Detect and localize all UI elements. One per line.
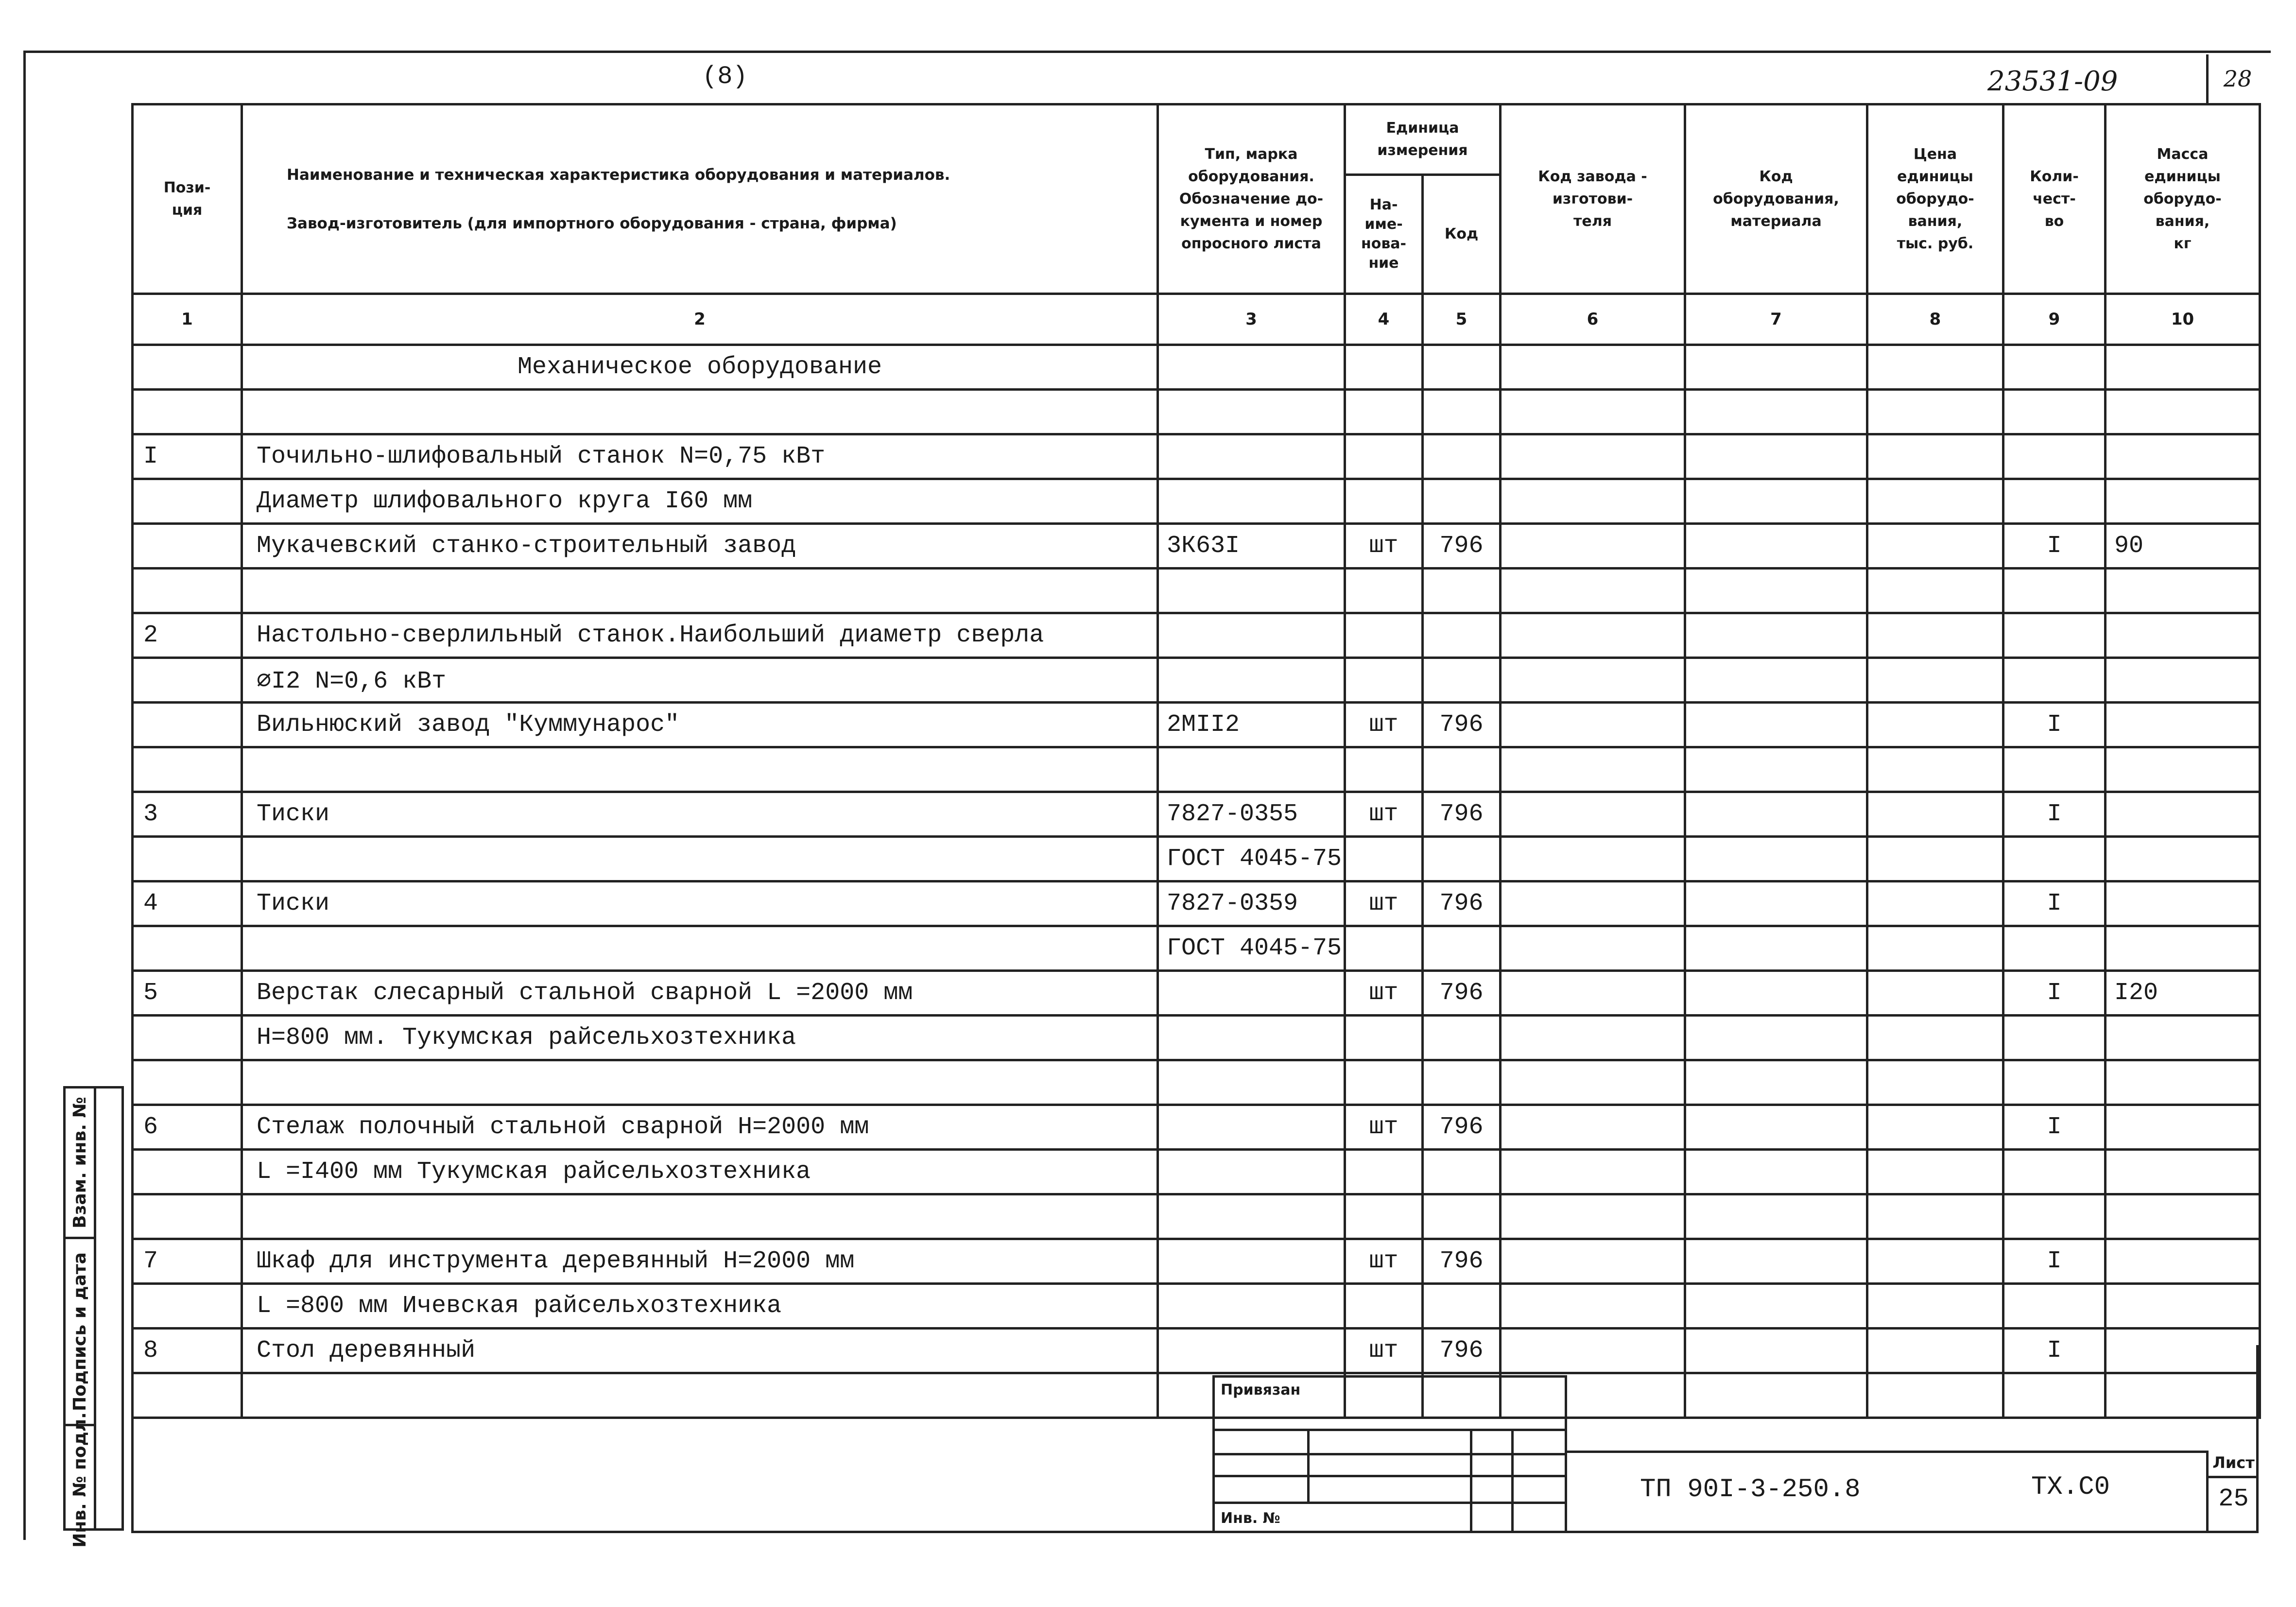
position-cell — [133, 1016, 242, 1060]
type-cell — [1158, 390, 1345, 434]
position-cell — [133, 1150, 242, 1194]
table-row — [133, 658, 2260, 703]
unit-name-cell — [1345, 479, 1423, 524]
price-cell — [1867, 524, 2003, 569]
quantity-cell — [2003, 613, 2106, 658]
position-cell — [133, 1284, 242, 1329]
plant-code-cell — [1501, 1284, 1685, 1329]
equipment-code-cell — [1685, 1150, 1867, 1194]
table-row — [133, 837, 2260, 881]
type-cell — [1158, 747, 1345, 792]
unit-code-cell — [1423, 1150, 1501, 1194]
unit-name-cell — [1345, 1060, 1423, 1105]
price-cell — [1867, 479, 2003, 524]
unit-code-cell: 796 — [1423, 881, 1501, 926]
unit-code-cell — [1423, 613, 1501, 658]
equipment-code-cell — [1685, 747, 1867, 792]
plant-code-cell — [1501, 390, 1685, 434]
price-cell — [1867, 971, 2003, 1016]
sidebar-original-inv: Инв. № подл. — [66, 1424, 94, 1533]
table-row — [133, 747, 2260, 792]
unit-name-cell — [1345, 747, 1423, 792]
header-plant-code: Код завода - изготови- теля — [1501, 104, 1685, 294]
quantity-cell: I — [2003, 703, 2106, 747]
unit-code-cell: 796 — [1423, 1239, 1501, 1284]
type-cell — [1158, 1239, 1345, 1284]
unit-code-cell — [1423, 345, 1501, 390]
price-cell — [1867, 1194, 2003, 1239]
mass-cell — [2106, 1194, 2260, 1239]
plant-code-cell — [1501, 1194, 1685, 1239]
mass-cell — [2106, 1105, 2260, 1150]
unit-name-cell — [1345, 658, 1423, 703]
unit-code-cell: 796 — [1423, 524, 1501, 569]
equipment-code-cell — [1685, 971, 1867, 1016]
price-cell — [1867, 881, 2003, 926]
col-number: 6 — [1501, 294, 1685, 345]
table-row — [133, 1105, 2260, 1150]
col-number: 10 — [2106, 294, 2260, 345]
price-cell — [1867, 658, 2003, 703]
unit-code-cell — [1423, 390, 1501, 434]
unit-code-cell — [1423, 658, 1501, 703]
position-cell: 6 — [133, 1105, 242, 1150]
header-type: Тип, марка оборудования. Обозначение до- кумента и номер опросного листа — [1158, 104, 1345, 294]
plant-code-cell — [1501, 1060, 1685, 1105]
unit-code-cell — [1423, 1060, 1501, 1105]
col-number: 9 — [2003, 294, 2106, 345]
plant-code-cell — [1501, 747, 1685, 792]
table-row — [133, 792, 2260, 837]
position-cell: I — [133, 434, 242, 479]
position-cell — [133, 1060, 242, 1105]
header-price: Цена единицы оборудо- вания, тыс. руб. — [1867, 104, 2003, 294]
quantity-cell — [2003, 1060, 2106, 1105]
equipment-code-cell — [1685, 1016, 1867, 1060]
price-cell — [1867, 1016, 2003, 1060]
type-cell: ГОСТ 4045-75 — [1158, 926, 1345, 971]
equipment-code-cell — [1685, 613, 1867, 658]
doc-code-handwritten: 23531-09 — [1987, 66, 2118, 97]
specification-table — [131, 103, 2261, 1419]
header-unit-code: Код — [1423, 175, 1501, 294]
title-block-line — [1565, 1451, 2209, 1453]
col-number: 8 — [1867, 294, 2003, 345]
name-cell: Тиски — [242, 792, 1158, 837]
name-cell: L =I400 мм Тукумская райсельхозтехника — [242, 1150, 1158, 1194]
price-cell — [1867, 1239, 2003, 1284]
quantity-cell: I — [2003, 881, 2106, 926]
table-row — [133, 390, 2260, 434]
quantity-cell: I — [2003, 792, 2106, 837]
price-cell — [1867, 747, 2003, 792]
equipment-code-cell — [1685, 569, 1867, 613]
stamp-inv-label: Инв. № — [1221, 1510, 1280, 1527]
quantity-cell: I — [2003, 524, 2106, 569]
type-cell: 2МII2 — [1158, 703, 1345, 747]
binding-stamp — [1212, 1375, 1567, 1533]
type-cell: 7827-0359 — [1158, 881, 1345, 926]
table-row — [133, 1284, 2260, 1329]
equipment-code-cell — [1685, 792, 1867, 837]
plant-code-cell — [1501, 345, 1685, 390]
header-unit-group: Единица измерения — [1345, 104, 1501, 175]
name-cell: Мукачевский станко-строительный завод — [242, 524, 1158, 569]
mass-cell — [2106, 613, 2260, 658]
unit-name-cell — [1345, 1150, 1423, 1194]
equipment-code-cell — [1685, 658, 1867, 703]
name-cell — [242, 1194, 1158, 1239]
unit-name-cell — [1345, 613, 1423, 658]
plant-code-cell — [1501, 1150, 1685, 1194]
section-number: (8) — [702, 62, 748, 91]
price-cell — [1867, 1284, 2003, 1329]
unit-code-cell: 796 — [1423, 971, 1501, 1016]
header-position: Пози- ция — [133, 104, 242, 294]
name-cell: Стол деревянный — [242, 1329, 1158, 1373]
header-equipment-code: Код оборудования, материала — [1685, 104, 1867, 294]
table-row — [133, 1194, 2260, 1239]
position-cell: 3 — [133, 792, 242, 837]
type-cell — [1158, 613, 1345, 658]
unit-name-cell — [1345, 1284, 1423, 1329]
table-row — [133, 703, 2260, 747]
plant-code-cell — [1501, 971, 1685, 1016]
mass-cell — [2106, 390, 2260, 434]
name-cell — [242, 1060, 1158, 1105]
equipment-code-cell — [1685, 524, 1867, 569]
equipment-code-cell — [1685, 390, 1867, 434]
name-cell: L =800 мм Ичевская райсельхозтехника — [242, 1284, 1158, 1329]
unit-name-cell: шт — [1345, 524, 1423, 569]
type-cell: ГОСТ 4045-75 — [1158, 837, 1345, 881]
type-cell — [1158, 569, 1345, 613]
unit-code-cell — [1423, 747, 1501, 792]
mass-cell — [2106, 1284, 2260, 1329]
plant-code-cell — [1501, 926, 1685, 971]
header-unit-name: На- име- нова- ние — [1345, 175, 1423, 294]
equipment-code-cell — [1685, 881, 1867, 926]
name-cell: Точильно-шлифовальный станок N=0,75 кВт — [242, 434, 1158, 479]
name-cell: Н=800 мм. Тукумская райсельхозтехника — [242, 1016, 1158, 1060]
plant-code-cell — [1501, 792, 1685, 837]
mass-cell — [2106, 1060, 2260, 1105]
type-cell — [1158, 1284, 1345, 1329]
plant-code-cell — [1501, 703, 1685, 747]
unit-code-cell — [1423, 1016, 1501, 1060]
title-block-area — [131, 1345, 2259, 1533]
plant-code-cell — [1501, 658, 1685, 703]
name-cell — [242, 747, 1158, 792]
price-cell — [1867, 792, 2003, 837]
stamp-line — [1470, 1431, 1472, 1533]
header-mass: Масса единицы оборудо- вания, кг — [2106, 104, 2260, 294]
plant-code-cell — [1501, 524, 1685, 569]
sidebar-replace-inv: Взам. инв. № — [69, 1097, 90, 1228]
price-cell — [1867, 613, 2003, 658]
mass-cell — [2106, 345, 2260, 390]
quantity-cell: I — [2003, 1105, 2106, 1150]
name-cell: Механическое оборудование — [242, 345, 1158, 390]
stamp-line — [1307, 1431, 1310, 1504]
type-cell — [1158, 434, 1345, 479]
col-number: 4 — [1345, 294, 1423, 345]
plant-code-cell — [1501, 569, 1685, 613]
position-cell — [133, 345, 242, 390]
unit-name-cell: шт — [1345, 1105, 1423, 1150]
plant-code-cell — [1501, 1016, 1685, 1060]
quantity-cell — [2003, 1194, 2106, 1239]
unit-name-cell — [1345, 569, 1423, 613]
name-cell — [242, 390, 1158, 434]
col-number: 5 — [1423, 294, 1501, 345]
unit-name-cell: шт — [1345, 881, 1423, 926]
unit-name-cell: шт — [1345, 1239, 1423, 1284]
table-row — [133, 569, 2260, 613]
sheet-box-line — [2209, 1476, 2259, 1478]
table-row — [133, 479, 2260, 524]
col-number: 7 — [1685, 294, 1867, 345]
sidebar-stamp — [63, 1086, 124, 1548]
col-number: 1 — [133, 294, 242, 345]
unit-code-cell: 796 — [1423, 792, 1501, 837]
quantity-cell — [2003, 569, 2106, 613]
mass-cell — [2106, 837, 2260, 881]
unit-name-cell — [1345, 1194, 1423, 1239]
price-cell — [1867, 569, 2003, 613]
price-cell — [1867, 837, 2003, 881]
name-cell — [242, 926, 1158, 971]
mass-cell — [2106, 703, 2260, 747]
unit-name-cell — [1345, 1016, 1423, 1060]
name-cell: Верстак слесарный стальной сварной L =2000 мм — [242, 971, 1158, 1016]
mass-cell: 90 — [2106, 524, 2260, 569]
name-cell: Вильнюский завод "Куммунарос" — [242, 703, 1158, 747]
name-cell: Тиски — [242, 881, 1158, 926]
mass-cell — [2106, 1239, 2260, 1284]
col-number: 2 — [242, 294, 1158, 345]
plant-code-cell — [1501, 434, 1685, 479]
sheet-number-top: 28 — [2206, 54, 2267, 103]
plant-code-cell — [1501, 881, 1685, 926]
equipment-code-cell — [1685, 703, 1867, 747]
quantity-cell — [2003, 434, 2106, 479]
equipment-code-cell — [1685, 1284, 1867, 1329]
quantity-cell — [2003, 1150, 2106, 1194]
position-cell — [133, 658, 242, 703]
quantity-cell — [2003, 926, 2106, 971]
unit-name-cell: шт — [1345, 1329, 1423, 1373]
unit-name-cell — [1345, 434, 1423, 479]
stamp-attached-label: Привязан — [1221, 1382, 1301, 1399]
position-cell: 8 — [133, 1329, 242, 1373]
unit-code-cell — [1423, 926, 1501, 971]
type-cell: 3К63I — [1158, 524, 1345, 569]
quantity-cell: I — [2003, 1329, 2106, 1373]
unit-code-cell — [1423, 434, 1501, 479]
table-row — [133, 1150, 2260, 1194]
mass-cell — [2106, 1150, 2260, 1194]
position-cell — [133, 390, 242, 434]
unit-name-cell — [1345, 837, 1423, 881]
sidebar-divider — [94, 1089, 96, 1528]
sheet-number: 25 — [2218, 1485, 2249, 1513]
name-cell — [242, 837, 1158, 881]
price-cell — [1867, 703, 2003, 747]
type-cell — [1158, 1060, 1345, 1105]
unit-name-cell: шт — [1345, 792, 1423, 837]
table-row — [133, 926, 2260, 971]
position-cell — [133, 747, 242, 792]
col-number: 3 — [1158, 294, 1345, 345]
mass-cell — [2106, 658, 2260, 703]
unit-code-cell: 796 — [1423, 703, 1501, 747]
mass-cell — [2106, 569, 2260, 613]
quantity-cell — [2003, 390, 2106, 434]
position-cell — [133, 703, 242, 747]
price-cell — [1867, 926, 2003, 971]
type-cell — [1158, 345, 1345, 390]
title-block-line — [1565, 1451, 1567, 1533]
position-cell — [133, 569, 242, 613]
unit-code-cell: 796 — [1423, 1329, 1501, 1373]
mass-cell — [2106, 747, 2260, 792]
price-cell — [1867, 1150, 2003, 1194]
position-cell — [133, 837, 242, 881]
section-header-row — [133, 345, 2260, 390]
plant-code-cell — [1501, 1105, 1685, 1150]
stamp-line — [1511, 1431, 1514, 1533]
unit-code-cell — [1423, 1284, 1501, 1329]
equipment-code-cell — [1685, 1239, 1867, 1284]
name-cell: Диаметр шлифовального круга I60 мм — [242, 479, 1158, 524]
doc-mark: ТХ.С0 — [2031, 1472, 2110, 1502]
table-row — [133, 1016, 2260, 1060]
equipment-code-cell — [1685, 479, 1867, 524]
position-cell: 2 — [133, 613, 242, 658]
header-quantity: Коли- чест- во — [2003, 104, 2106, 294]
plant-code-cell — [1501, 1239, 1685, 1284]
equipment-code-cell — [1685, 1105, 1867, 1150]
price-cell — [1867, 390, 2003, 434]
table-row — [133, 434, 2260, 479]
unit-name-cell — [1345, 926, 1423, 971]
equipment-code-cell — [1685, 434, 1867, 479]
quantity-cell: I — [2003, 1239, 2106, 1284]
mass-cell — [2106, 881, 2260, 926]
unit-name-cell: шт — [1345, 971, 1423, 1016]
plant-code-cell — [1501, 479, 1685, 524]
header-name: Наименование и техническая характеристика оборудования и материалов. Завод-изготовитель (для импортного оборудования - страна, фирма) — [242, 104, 1158, 294]
position-cell — [133, 926, 242, 971]
plant-code-cell — [1501, 837, 1685, 881]
unit-code-cell — [1423, 1194, 1501, 1239]
price-cell — [1867, 1060, 2003, 1105]
sidebar-signature-date: Подпись и дата — [66, 1237, 94, 1424]
table-row — [133, 1239, 2260, 1284]
mass-cell — [2106, 1016, 2260, 1060]
quantity-cell — [2003, 479, 2106, 524]
position-cell: 7 — [133, 1239, 242, 1284]
quantity-cell — [2003, 747, 2106, 792]
equipment-code-cell — [1685, 345, 1867, 390]
mass-cell — [2106, 926, 2260, 971]
unit-code-cell — [1423, 569, 1501, 613]
equipment-code-cell — [1685, 926, 1867, 971]
quantity-cell — [2003, 1284, 2106, 1329]
name-cell: Шкаф для инструмента деревянный Н=2000 мм — [242, 1239, 1158, 1284]
position-cell: 5 — [133, 971, 242, 1016]
mass-cell — [2106, 434, 2260, 479]
name-cell: Стелаж полочный стальной сварной Н=2000 мм — [242, 1105, 1158, 1150]
table-row — [133, 971, 2260, 1016]
equipment-code-cell — [1685, 837, 1867, 881]
quantity-cell — [2003, 658, 2106, 703]
type-cell — [1158, 658, 1345, 703]
type-cell: 7827-0355 — [1158, 792, 1345, 837]
mass-cell — [2106, 792, 2260, 837]
name-cell: Настольно-сверлильный станок.Наибольший диаметр сверла — [242, 613, 1158, 658]
type-cell — [1158, 1105, 1345, 1150]
name-cell: ⌀I2 N=0,6 кВт — [242, 658, 1158, 703]
table-row — [133, 881, 2260, 926]
table-row — [133, 524, 2260, 569]
type-cell — [1158, 971, 1345, 1016]
unit-name-cell — [1345, 390, 1423, 434]
position-cell: 4 — [133, 881, 242, 926]
sheet-box — [2206, 1451, 2259, 1533]
type-cell — [1158, 479, 1345, 524]
type-cell — [1158, 1194, 1345, 1239]
unit-code-cell: 796 — [1423, 1105, 1501, 1150]
quantity-cell — [2003, 1016, 2106, 1060]
price-cell — [1867, 1105, 2003, 1150]
price-cell — [1867, 345, 2003, 390]
unit-code-cell — [1423, 479, 1501, 524]
quantity-cell — [2003, 345, 2106, 390]
plant-code-cell — [1501, 613, 1685, 658]
type-cell — [1158, 1150, 1345, 1194]
equipment-code-cell — [1685, 1060, 1867, 1105]
type-cell — [1158, 1016, 1345, 1060]
table-row — [133, 613, 2260, 658]
position-cell — [133, 1194, 242, 1239]
mass-cell: I20 — [2106, 971, 2260, 1016]
position-cell — [133, 524, 242, 569]
sheet-label: Лист — [2212, 1453, 2255, 1472]
name-cell — [242, 569, 1158, 613]
doc-code: ТП 90I-3-250.8 — [1640, 1475, 1861, 1504]
position-cell — [133, 479, 242, 524]
mass-cell — [2106, 479, 2260, 524]
unit-name-cell — [1345, 345, 1423, 390]
quantity-cell — [2003, 837, 2106, 881]
equipment-code-cell — [1685, 1194, 1867, 1239]
price-cell — [1867, 434, 2003, 479]
unit-code-cell — [1423, 837, 1501, 881]
quantity-cell: I — [2003, 971, 2106, 1016]
unit-name-cell: шт — [1345, 703, 1423, 747]
table-row — [133, 1060, 2260, 1105]
